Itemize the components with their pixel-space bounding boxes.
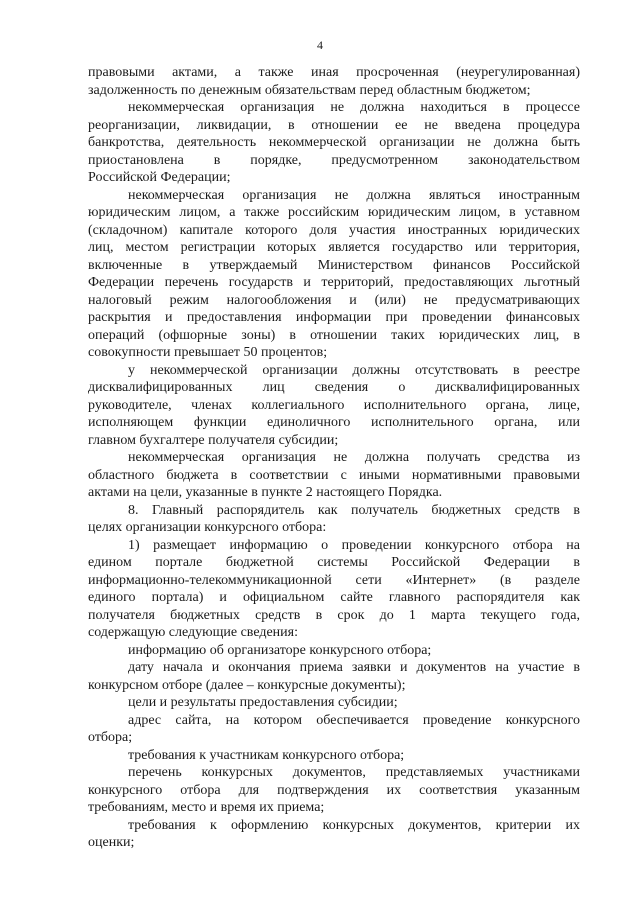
- text-line: требованиям, место и время их приема;: [88, 800, 325, 815]
- text-line: дисквалифицированных лиц сведения о дисквалифицированных: [88, 380, 580, 395]
- paragraph: [88, 817, 580, 852]
- text-line: требования к участникам конкурсного отбора;: [128, 747, 405, 763]
- paragraph: [88, 659, 580, 694]
- paragraph: [88, 64, 580, 99]
- text-line: областного бюджета в соответствии с иными нормативными правовыми: [88, 467, 580, 483]
- text-line: целях организации конкурсного отбора:: [88, 520, 327, 535]
- text-line: получателя бюджетных средств в срок до 1 марта текущего года,: [88, 607, 580, 623]
- paragraph: [88, 747, 580, 765]
- text-line: реорганизации, ликвидации, в отношении ее не введена процедура: [88, 117, 580, 133]
- page-number: 4: [317, 38, 323, 52]
- text-line: (складочном) капитале которого доля участия иностранных юридических: [88, 222, 580, 238]
- paragraph: [88, 502, 580, 537]
- text-line: информацию об организаторе конкурсного отбора;: [128, 642, 432, 658]
- text-line: главном бухгалтере получателя субсидии;: [88, 432, 339, 448]
- text-line: некоммерческая организация не должна находиться в процессе: [128, 100, 580, 115]
- text-line: 8. Главный распорядитель как получатель бюджетных средств в: [128, 502, 580, 518]
- text-line: 1) размещает информацию о проведении конкурсного отбора на: [128, 537, 580, 553]
- text-line: конкурсного отбора для подтверждения их соответствия указанным: [88, 782, 580, 798]
- text-line: исполняющем функции единоличного исполнительного органа, или: [88, 415, 580, 430]
- text-line: раскрытия и предоставления информации при проведении финансовых: [88, 310, 580, 325]
- text-line: адрес сайта, на котором обеспечивается проведение конкурсного: [128, 712, 580, 728]
- paragraph: [88, 537, 580, 642]
- text-line: юридическим лицом, а также российским юридическим лицом, в уставном: [88, 205, 580, 220]
- paragraph: [88, 642, 580, 660]
- text-line: цели и результаты предоставления субсидии;: [128, 695, 398, 710]
- text-line: отбора;: [88, 730, 133, 745]
- text-line: Федерации перечень государств и территорий, предоставляющих льготный: [88, 275, 580, 290]
- text-line: информационно-телекоммуникационной сети «Интернет» (в разделе: [88, 572, 580, 588]
- text-line: актами на цели, указанные в пункте 2 настоящего Порядка.: [88, 485, 443, 500]
- text-line: лиц, местом регистрации которых является государство или территория,: [88, 240, 580, 255]
- text-line: едином портале бюджетной системы Российской Федерации в: [88, 555, 580, 570]
- text-line: конкурсном отборе (далее – конкурсные документы);: [88, 677, 406, 693]
- text-line: совокупности превышает 50 процентов;: [88, 345, 328, 360]
- text-line: содержащую следующие сведения:: [88, 625, 298, 640]
- text-line: правовыми актами, а также иная просроченная (неурегулированная): [88, 65, 580, 80]
- text-line: Российской Федерации;: [88, 170, 231, 185]
- text-line: руководителе, членах коллегиального исполнительного органа, лице,: [88, 397, 580, 413]
- text-line: некоммерческая организация не должна получать средства из: [128, 450, 580, 465]
- paragraph: [88, 712, 580, 747]
- paragraph: [88, 187, 580, 362]
- text-line: требования к оформлению конкурсных документов, критерии их: [128, 817, 580, 833]
- text-line: дату начала и окончания приема заявки и документов на участие в: [128, 660, 580, 675]
- text-line: некоммерческая организация не должна являться иностранным: [128, 187, 580, 203]
- text-line: банкротства, деятельность некоммерческой организации не должна быть: [88, 135, 580, 150]
- text-line: налоговый режим налогообложения и (или) не предусматривающих: [88, 292, 580, 308]
- paragraph: [88, 694, 580, 712]
- text-line: включенные в утверждаемый Министерством финансов Российской: [88, 257, 580, 273]
- paragraph: [88, 449, 580, 502]
- paragraph: [88, 764, 580, 817]
- paragraph: [88, 99, 580, 187]
- text-line: у некоммерческой организации должны отсутствовать в реестре: [128, 362, 580, 378]
- text-line: оценки;: [88, 835, 135, 850]
- paragraph: [88, 362, 580, 450]
- text-line: единого портала) и официальном сайте главного распорядителя как: [88, 590, 580, 605]
- text-line: задолженность по денежным обязательствам перед областным бюджетом;: [88, 82, 531, 98]
- text-line: приостановлена в порядке, предусмотренном законодательством: [88, 152, 580, 168]
- text-line: операций (офшорные зоны) в отношении таких юридических лиц, в: [88, 327, 580, 343]
- document-body: [88, 64, 580, 852]
- text-line: перечень конкурсных документов, представляемых участниками: [128, 765, 580, 780]
